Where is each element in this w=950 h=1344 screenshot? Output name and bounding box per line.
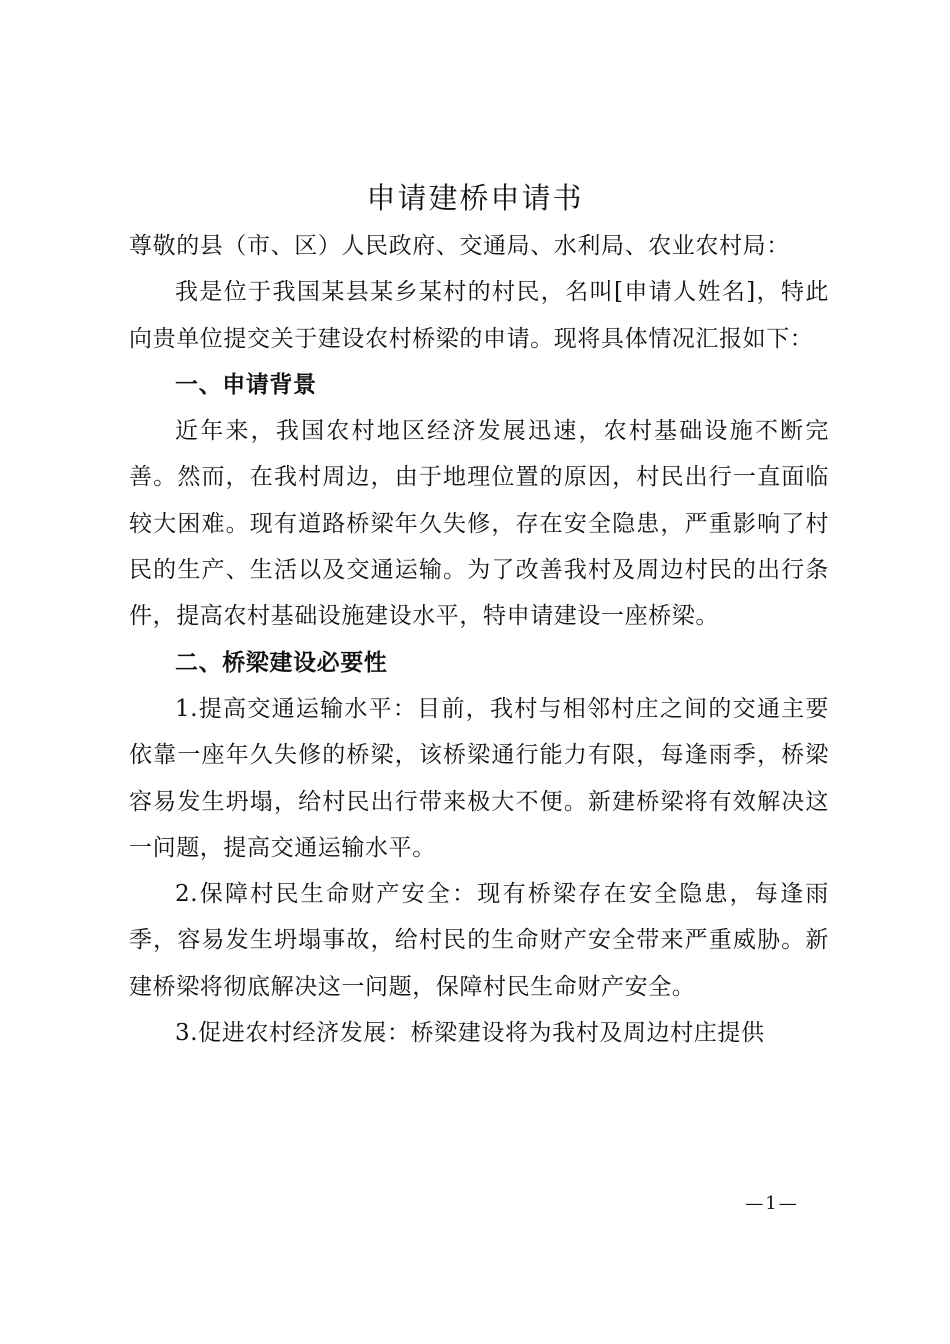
necessity-point-3: 3.促进农村经济发展：桥梁建设将为我村及周边村庄提供 bbox=[175, 1020, 765, 1047]
intro-paragraph: 我是位于我国某县某乡某村的村民，名叫[申请人姓名]，特此向贵单位提交关于建设农村桥梁的申请。现将具体情况汇报如下： bbox=[129, 279, 829, 352]
salutation: 尊敬的县（市、区）人民政府、交通局、水利局、农业农村局： bbox=[129, 233, 790, 259]
background-paragraph: 近年来，我国农村地区经济发展迅速，农村基础设施不断完善。然而，在我村周边，由于地理位置的原因，村民出行一直面临较大困难。现有道路桥梁年久失修，存在安全隐患，严重影响了村民的生产、生活以及交通运输。为了改善我村及周边村民的出行条件，提高农村基础设施建设水平，特申请建设一座桥梁。 bbox=[129, 418, 829, 630]
necessity-point-1: 1.提高交通运输水平：目前，我村与相邻村庄之间的交通主要依靠一座年久失修的桥梁，该桥梁通行能力有限，每逢雨季，桥梁容易发生坍塌，给村民出行带来极大不便。新建桥梁将有效解决这一问题，提高交通运输水平。 bbox=[129, 695, 829, 861]
necessity-point-2: 2.保障村民生命财产安全：现有桥梁存在安全隐患，每逢雨季，容易发生坍塌事故，给村民的生命财产安全带来严重威胁。新建桥梁将彻底解决这一问题，保障村民生命财产安全。 bbox=[129, 881, 829, 1000]
document-title: 申请建桥申请书 bbox=[366, 181, 584, 215]
section-heading-background: 一、申请背景 bbox=[175, 371, 317, 398]
section-heading-necessity: 二、桥梁建设必要性 bbox=[175, 649, 388, 676]
page-number: —1— bbox=[745, 1193, 799, 1214]
document-body bbox=[129, 223, 829, 1056]
